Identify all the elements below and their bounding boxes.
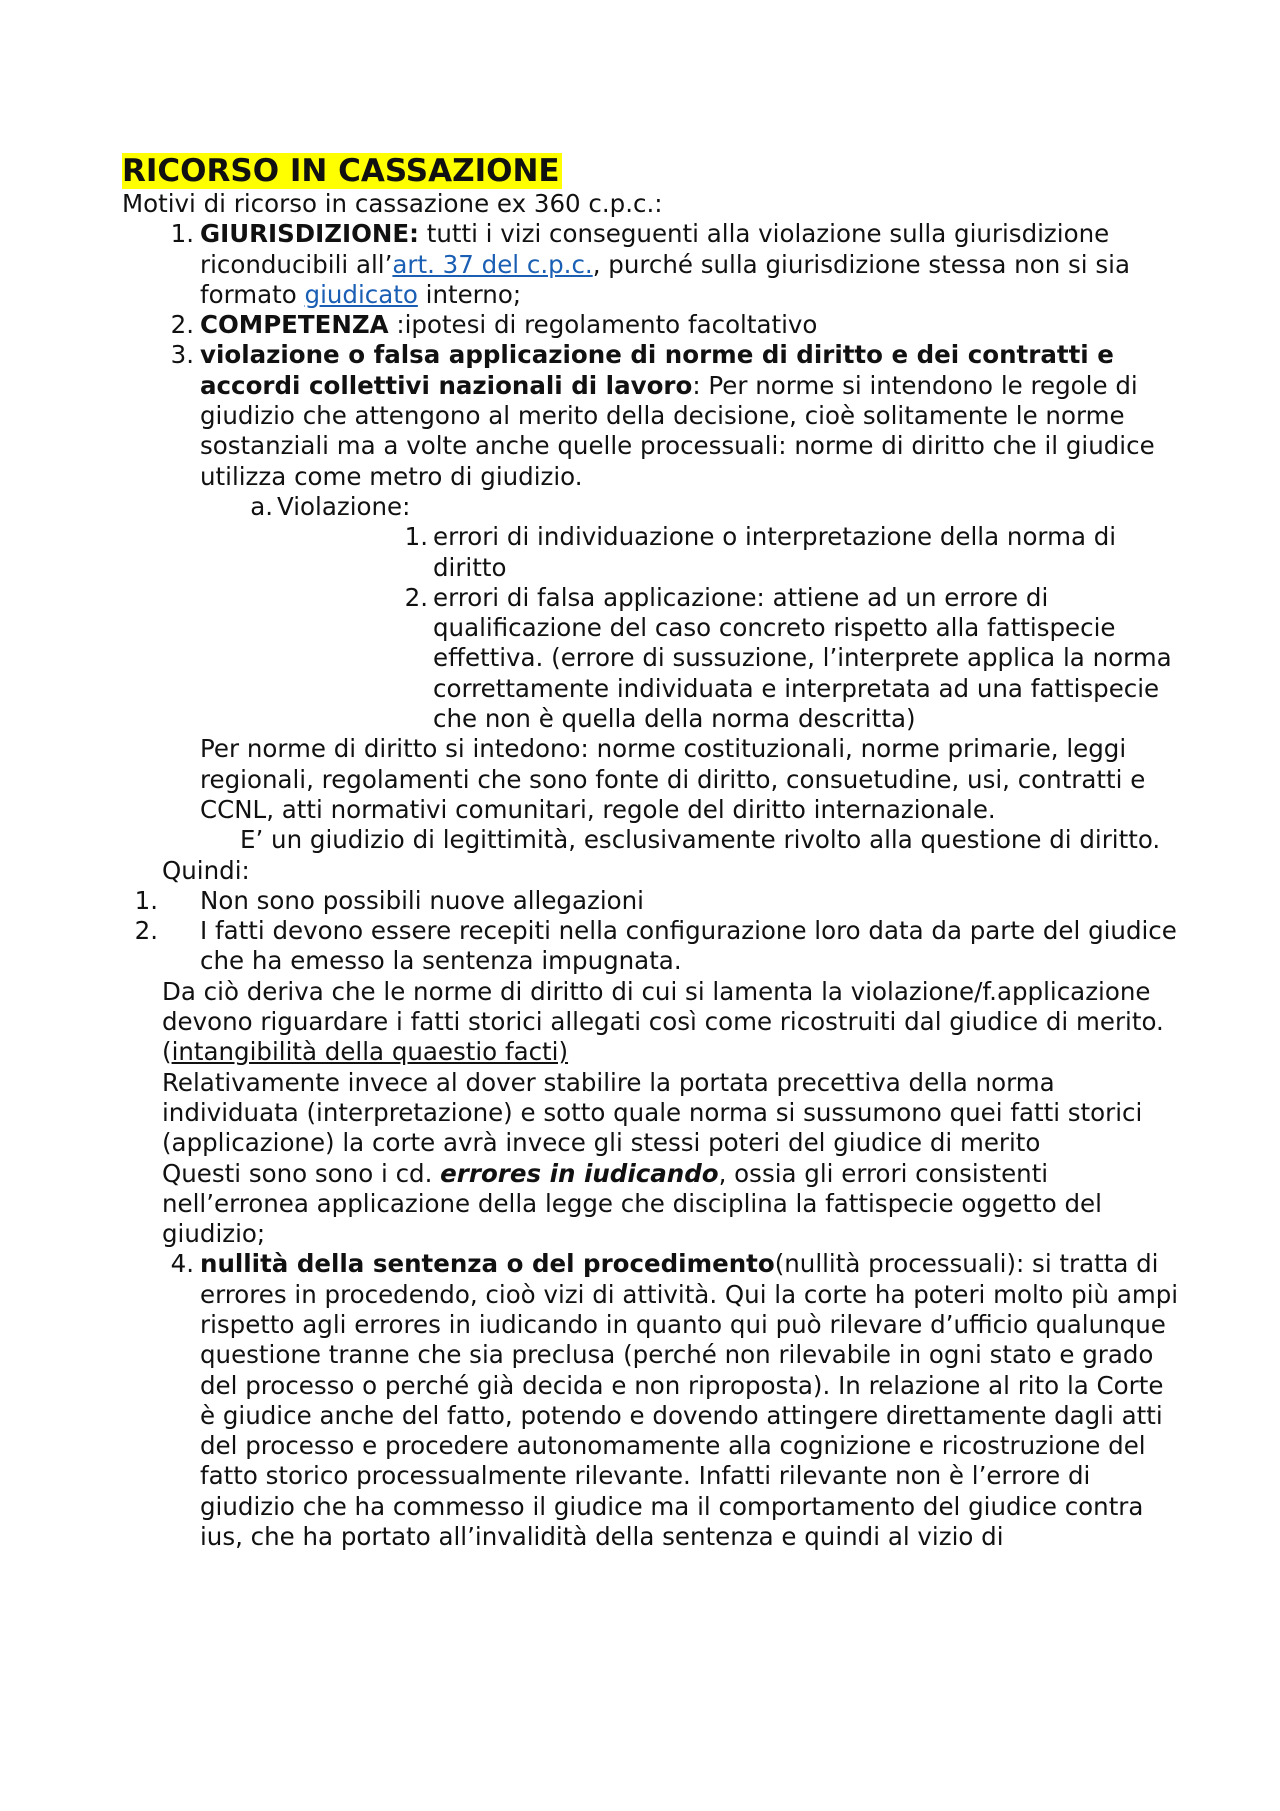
paragraph-norme: Per norme di diritto si intedono: norme costituzionali, norme primarie, leggi regionali, regolamenti che sono fonte di diritto, consuetudine, usi, contratti e CCNL, atti normativi comunitari, regole del diritto internazionale.: [200, 734, 1146, 824]
underlined-phrase: intangibilità della quaestio facti): [171, 1037, 569, 1067]
errores-term: errores in iudicando: [440, 1158, 719, 1188]
paragraph-deriva: Da ciò deriva che le norme di diritto di cui si lamenta la violazione/f.applicazione devono riguardare i fatti storici allegati così come ricostruiti dal giudice di merito. (intangibilità della quaestio facti): [162, 976, 1164, 1067]
art37-link[interactable]: art. 37 del c.p.c.: [392, 249, 593, 279]
list-number: 1.: [404, 522, 428, 552]
document-title: RICORSO IN CASSAZIONE: [122, 153, 560, 189]
list-item-1: 1. GIURISDIZIONE: tutti i vizi conseguenti alla violazione sulla giurisdizione riconducibili all’art. 37 del c.p.c., purché sulla giurisdizione stessa non si sia formato giudicato interno;: [122, 219, 1182, 310]
list-number: 2.: [170, 310, 194, 340]
paragraph-giudizio: E’ un giudizio di legittimità, esclusivamente rivolto alla questione di diritto.: [240, 825, 1161, 855]
list-item-3: 3. violazione o falsa applicazione di norme di diritto e dei contratti e accordi collettivi nazionali di lavoro: Per norme si intendono le regole di giudizio che attengono al merito della decisione, cioè solitamente le norme sostanziali ma a volte anche quelle processuali: norme di diritto che il giudice utilizza come metro di giudizio.: [122, 340, 1182, 491]
list-number: 4.: [170, 1249, 194, 1279]
sub-item-a: a. Violazione:: [122, 492, 1182, 522]
list-number: 1.: [170, 219, 194, 249]
list-number: 1.: [134, 885, 158, 915]
document-body: [122, 153, 1182, 1552]
item-heading: violazione o falsa applicazione di norme di diritto e dei contratti e accordi collettivi nazionali di lavoro: [200, 340, 1114, 400]
sub-sub-item-2: 2. errori di falsa applicazione: attiene ad un errore di qualificazione del caso concreto rispetto alla fattispecie effettiva. (errore di sussuzione, l’interprete applica la norma correttamente individuata e interpretata ad una fattispecie che non è quella della norma descritta): [122, 583, 1182, 734]
paragraph-relativamente: Relativamente invece al dover stabilire la portata precettiva della norma individuata (interpretazione) e sotto quale norma si sussumono quei fatti storici (applicazione) la corte avrà invece gli stessi poteri del giudice di merito: [162, 1067, 1143, 1158]
list-item-2: 2. COMPETENZA :ipotesi di regolamento facoltativo: [122, 310, 1182, 340]
quindi-label: Quindi:: [162, 855, 250, 885]
quindi-item-1: 1. Non sono possibili nuove allegazioni: [122, 886, 1182, 916]
list-item-4: 4. nullità della sentenza o del procedimento(nullità processuali): si tratta di errores in procedendo, cioò vizi di attività. Qui la corte ha poteri molto più ampi rispetto agli errores in iudicando in quanto qui può rilevare d’ufficio qualunque questione tranne che sia preclusa (perché non rilevabile in ogni stato e grado del processo o perché già decida e non riproposta). In relazione al rito la Corte è giudice anche del fatto, potendo e dovendo attingere direttamente dagli atti del processo e procedere autonomamente alla cognizione e ricostruzione del fatto storico processualmente rilevante. Infatti rilevante non è l’errore di giudizio che ha commesso il giudice ma il comportamento del giudice contra ius, che ha portato all’invalidità della sentenza e quindi al vizio di: [122, 1249, 1182, 1552]
item-heading: GIURISDIZIONE:: [200, 219, 419, 249]
list-number: 2.: [404, 582, 428, 612]
list-number: 3.: [170, 340, 194, 370]
item-heading: nullità della sentenza o del procedimento: [200, 1249, 775, 1279]
giudicato-link[interactable]: giudicato: [304, 279, 418, 309]
intro-line: Motivi di ricorso in cassazione ex 360 c.p.c.:: [122, 189, 663, 218]
list-letter: a.: [250, 491, 273, 521]
quindi-item-2: 2. I fatti devono essere recepiti nella configurazione loro data da parte del giudice che ha emesso la sentenza impugnata.: [122, 916, 1182, 977]
item-heading: COMPETENZA: [200, 310, 389, 340]
list-number: 2.: [134, 916, 158, 946]
paragraph-errores: Questi sono sono i cd. errores in iudicando, ossia gli errori consistenti nell’erronea applicazione della legge che disciplina la fattispecie oggetto del giudizio;: [162, 1158, 1102, 1249]
sub-sub-item-1: 1. errori di individuazione o interpretazione della norma di diritto: [122, 522, 1182, 583]
